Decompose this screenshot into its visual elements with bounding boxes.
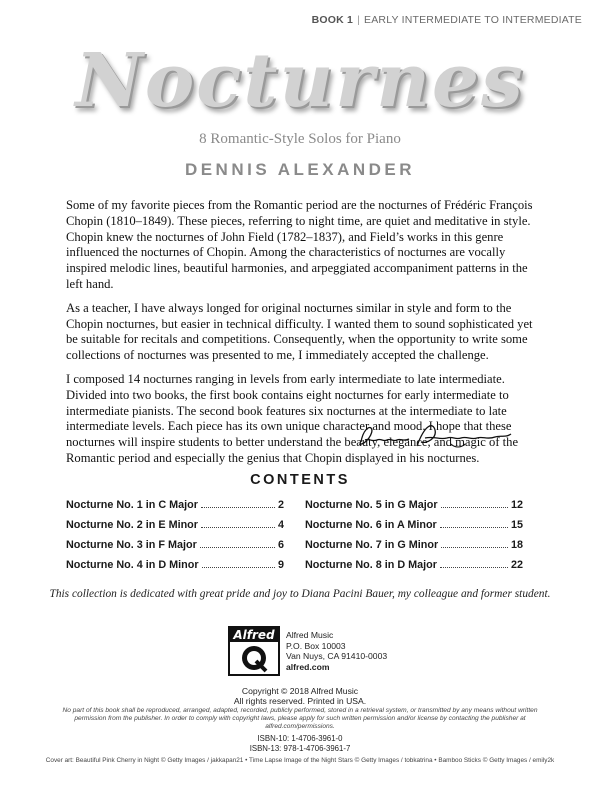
- toc-entry-page: 9: [277, 559, 284, 571]
- title-block: [0, 36, 600, 126]
- toc-entry-page: 2: [277, 499, 284, 511]
- toc-entry-title: Nocturne No. 2 in E Minor: [66, 519, 198, 531]
- page-title: Nocturnes: [75, 38, 525, 124]
- alfred-logo-text: Alfred: [233, 628, 275, 642]
- toc-entry-page: 22: [510, 559, 523, 571]
- toc-entry-page: 6: [277, 539, 284, 551]
- intro-paragraph: I composed 14 nocturnes ranging in levels from early intermediate to late intermediate. Divided into two books, the first book contains eight nocturnes for early intermediate to intermediate pianists. The second book features six nocturnes at the intermediate to late intermediate levels. Each piece has its own unique character and mood. I hope that these nocturnes will inspire students to better understand the beauty, elegance, and magic of the Romantic period and especially the genius that Chopin displayed in his nocturnes.: [66, 371, 519, 465]
- toc-right-column: [305, 499, 523, 579]
- publisher-website[interactable]: alfred.com: [286, 661, 330, 672]
- toc-leader: [201, 527, 275, 528]
- toc-entry[interactable]: [305, 499, 523, 519]
- signature: [355, 420, 515, 454]
- legal-notice: No part of this book shall be reproduced, arranged, adapted, recorded, publicly performed, stored in a retrieval system, or transmitted by any means without written permission from the publisher. In order to comply with copyright laws, please apply for such written permission and/or license by contacting the publisher at alfred.com/permissions.: [62, 707, 538, 731]
- toc-entry-title: Nocturne No. 4 in D Minor: [66, 559, 199, 571]
- toc-left-column: [66, 499, 284, 579]
- intro-paragraph: Some of my favorite pieces from the Romantic period are the nocturnes of Frédéric François Chopin (1810–1849). These pieces, referring to night time, are quiet and meditative in style. Chopin knew the nocturnes of John Field (1782–1837), and Field’s works in this genre influenced the nocturnes of Chopin. Among the characteristics of nocturnes are vocally inspired melodic lines, beautiful harmonies, and arpeggiated accompaniment patterns in the left hand.: [66, 198, 533, 291]
- toc-leader: [202, 567, 275, 568]
- subtitle: 8 Romantic-Style Solos for Piano: [199, 131, 401, 147]
- publisher-box: P.O. Box 10003: [286, 640, 346, 651]
- toc-entry-title: Nocturne No. 5 in G Major: [305, 499, 438, 511]
- signature-graphic: [355, 420, 515, 454]
- book-number: BOOK 1: [311, 14, 354, 26]
- toc-entry-page: 12: [510, 499, 523, 511]
- toc-entry[interactable]: [305, 539, 523, 559]
- author-name: DENNIS ALEXANDER: [184, 160, 416, 179]
- alfred-logo: [228, 626, 280, 676]
- toc-entry[interactable]: [66, 499, 284, 519]
- rights-line: All rights reserved. Printed in USA.: [233, 696, 367, 707]
- toc-leader: [200, 547, 275, 548]
- book-level-tag: [312, 14, 582, 26]
- copyright-notice: [0, 686, 600, 707]
- contents-heading: CONTENTS: [250, 472, 350, 488]
- intro-paragraph: As a teacher, I have always longed for original nocturnes similar in style and form to the Chopin nocturnes, but easier in technical difficulty. I wanted them to sound sophisticated yet be suitable for recitals and competitions. Consequently, when the opportunity to write some collections of nocturnes was presented to me, I immediately accepted the challenge.: [66, 300, 533, 363]
- toc-leader: [441, 547, 508, 548]
- publisher-address: [286, 630, 387, 672]
- toc-entry[interactable]: [66, 519, 284, 539]
- toc-leader: [440, 567, 508, 568]
- isbn-13: ISBN-13: 978-1-4706-3961-7: [249, 743, 351, 753]
- toc-entry-page: 18: [510, 539, 523, 551]
- toc-entry-title: Nocturne No. 3 in F Major: [66, 539, 197, 551]
- book-level: EARLY INTERMEDIATE TO INTERMEDIATE: [364, 14, 582, 26]
- toc-entry[interactable]: [305, 519, 523, 539]
- toc-entry-page: 15: [510, 519, 523, 531]
- toc-entry-title: Nocturne No. 8 in D Major: [305, 559, 437, 571]
- toc-entry-title: Nocturne No. 1 in C Major: [66, 499, 198, 511]
- cover-art-credits: Cover art: Beautiful Pink Cherry in Night © Getty Images / jakkapan21 • Time Lapse Image of the Night Stars © Getty Images / tobkatrina • Bamboo Sticks © Getty Images / emily2k: [45, 757, 555, 764]
- toc-leader: [441, 507, 508, 508]
- toc-entry[interactable]: [66, 539, 284, 559]
- isbn-10: ISBN-10: 1-4706-3961-0: [257, 734, 343, 743]
- toc-entry[interactable]: [305, 559, 523, 579]
- toc-entry-title: Nocturne No. 6 in A Minor: [305, 519, 437, 531]
- toc-entry-page: 4: [277, 519, 284, 531]
- toc-leader: [440, 527, 508, 528]
- publisher-city: Van Nuys, CA 91410-0003: [286, 651, 388, 662]
- dedication: This collection is dedicated with great pride and joy to Diana Pacini Bauer, my colleague and former student.: [49, 588, 551, 600]
- toc-leader: [201, 507, 275, 508]
- isbn-block: [0, 734, 600, 753]
- publisher-name: Alfred Music: [286, 630, 334, 640]
- separator: |: [357, 14, 360, 26]
- toc-entry-title: Nocturne No. 7 in G Minor: [305, 539, 439, 551]
- toc-entry[interactable]: [66, 559, 284, 579]
- alfred-logo-graphic: [228, 626, 280, 676]
- copyright-line: Copyright © 2018 Alfred Music: [241, 686, 359, 696]
